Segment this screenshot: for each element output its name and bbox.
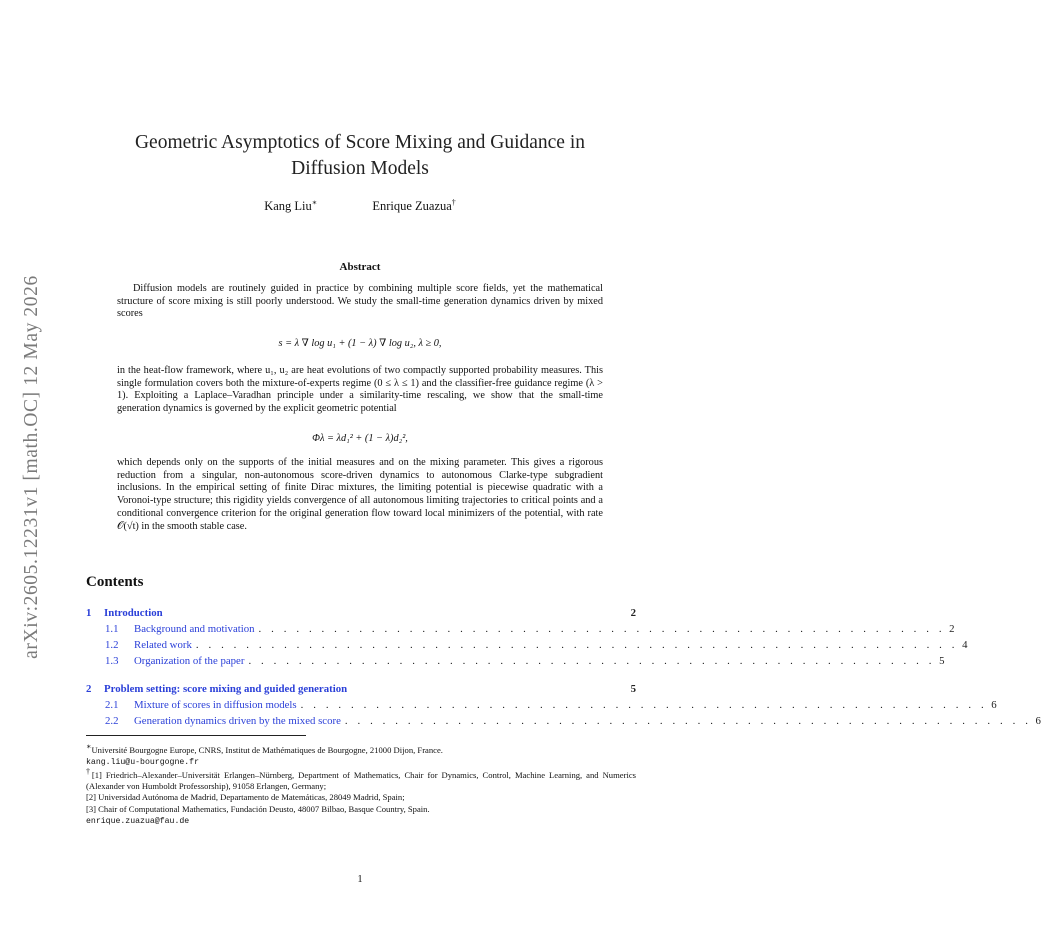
- toc-subsection-2-1[interactable]: [105, 699, 997, 711]
- toc-leader-dots: . . . . . . . . . . . . . . . . . . . . . . . . . . . . . . . . . . . . . . . . . . . . . . . . . . . . . . .: [258, 623, 946, 635]
- toc-section-2[interactable]: [86, 683, 636, 695]
- toc-subsection-1-3[interactable]: [105, 655, 945, 667]
- toc-leader-dots: . . . . . . . . . . . . . . . . . . . . . . . . . . . . . . . . . . . . . . . . . . . . . . . . . . . . . . .: [248, 655, 936, 667]
- toc-leader-dots: . . . . . . . . . . . . . . . . . . . . . . . . . . . . . . . . . . . . . . . . . . . . . . . . . . . . . . .: [300, 699, 988, 711]
- toc-page[interactable]: 4: [962, 639, 968, 651]
- equation-mixed-score: s = λ ∇ log u₁ + (1 − λ) ∇ log u₂, λ ≥ 0,: [278, 338, 442, 349]
- toc-leader-dots: . . . . . . . . . . . . . . . . . . . . . . . . . . . . . . . . . . . . . . . . . . . . . . . . . . . . . . .: [344, 715, 1032, 727]
- title-line-2: Diffusion Models: [291, 158, 429, 179]
- toc-title[interactable]: Background and motivation: [134, 623, 255, 635]
- toc-number: 1: [86, 607, 92, 619]
- equation-potential: Φλ = λd₁² + (1 − λ)d₂²,: [312, 433, 408, 444]
- abstract-paragraph-2: in the heat-flow framework, where u₁, u₂ are heat evolutions of two compactly supported probability measures. This single formulation covers both the mixture-of-experts regime (0 ≤ λ ≤ 1) and the classifier-free guidance regime (λ > 1). Exploiting a Laplace–Varadhan principle under a similarity-time rescaling, we show that the small-time generation dynamics is governed by the explicit geometric potential: [117, 365, 603, 415]
- toc-subsection-2-2[interactable]: [105, 715, 1041, 727]
- toc-title[interactable]: Organization of the paper: [134, 655, 245, 667]
- title-line-1: Geometric Asymptotics of Score Mixing and Guidance in: [134, 132, 586, 153]
- toc-page[interactable]: 5: [939, 655, 945, 667]
- footnote-1-mark: ∗: [86, 742, 92, 751]
- footnote-2-line-3: [3] Chair of Computational Mathematics, Fundación Deusto, 48007 Bilbao, Basque Country, Spain.: [86, 803, 430, 814]
- toc-number: 1.3: [105, 655, 119, 667]
- paper-title: [0, 130, 720, 182]
- footnote-rule: [86, 735, 306, 736]
- toc-leader-dots: . . . . . . . . . . . . . . . . . . . . . . . . . . . . . . . . . . . . . . . . . . . . . . . . . . . . . . . . . . . . .: [195, 639, 959, 651]
- footnote-2: [86, 766, 636, 827]
- toc-number: 2.2: [105, 715, 119, 727]
- toc-page[interactable]: 2: [949, 623, 955, 635]
- author-2-name: Enrique Zuazua: [372, 199, 452, 214]
- toc-number: 1.1: [105, 623, 119, 635]
- author-1-name: Kang Liu: [264, 199, 312, 214]
- toc-page[interactable]: 2: [630, 607, 636, 619]
- footnote-1-text: Université Bourgogne Europe, CNRS, Institut de Mathématiques de Bourgogne, 21000 Dijon, France.: [91, 744, 443, 755]
- toc-number: 2.1: [105, 699, 119, 711]
- toc-subsection-1-2[interactable]: [105, 639, 968, 651]
- toc-page[interactable]: 6: [1035, 715, 1041, 727]
- abstract-paragraph-1: [117, 283, 603, 321]
- footnote-1-email[interactable]: kang.liu@u-bourgogne.fr: [86, 758, 200, 768]
- toc-page[interactable]: 6: [991, 699, 997, 711]
- abstract-p1-text: Diffusion models are routinely guided in practice by combining multiple score fields, yet the mathematical structure of score mixing is still poorly understood. We study the small-time generation dynamics driven by mixed scores: [117, 283, 603, 320]
- toc-title[interactable]: Mixture of scores in diffusion models: [134, 699, 297, 711]
- contents-heading: Contents: [86, 574, 144, 590]
- footnote-2-text: [1] Friedrich–Alexander–Universität Erlangen–Nürnberg, Department of Mathematics, Chair for Dynamics, Control, Machine Learning, and Numerics (Alexander von Humboldt Professorship), 91058 Erlangen, Germany;: [86, 769, 636, 792]
- footnote-2-email[interactable]: enrique.zuazua@fau.de: [86, 817, 190, 827]
- toc-subsection-1-1[interactable]: [105, 623, 955, 635]
- footnote-2-line-2: [2] Universidad Autónoma de Madrid, Departamento de Matemáticas, 28049 Madrid, Spain;: [86, 792, 405, 803]
- author-2: [372, 198, 455, 214]
- toc-number: 1.2: [105, 639, 119, 651]
- toc-page[interactable]: 5: [630, 683, 636, 695]
- abstract-heading: Abstract: [339, 261, 381, 273]
- footnote-1: [86, 741, 636, 768]
- page-number: 1: [357, 874, 363, 885]
- toc-number: 2: [86, 683, 92, 695]
- toc-title[interactable]: Introduction: [104, 607, 163, 619]
- toc-title[interactable]: Related work: [134, 639, 192, 651]
- author-1-mark: ∗: [311, 198, 318, 207]
- abstract-paragraph-3: which depends only on the supports of the initial measures and on the mixing parameter. This gives a rigorous reduction from a singular, non-autonomous score-driven dynamics to autonomous Clarke-type subgradient inclusions. In the empirical setting of finite Dirac mixtures, the limiting potential is piecewise quadratic with a Voronoi-type structure; this rigidity yields convergence of all autonomous limiting trajectories to critical points and a conditional convergence criterion for the original generation flow toward local minimizers of the potential, with rate 𝒪(√t) in the smooth stable case.: [117, 457, 603, 532]
- footnote-2-mark: †: [86, 767, 92, 776]
- author-1: [264, 198, 317, 214]
- toc-section-1[interactable]: [86, 607, 636, 619]
- arxiv-identifier: arXiv:2605.12231v1 [math.OC] 12 May 2026: [21, 275, 42, 659]
- toc-title[interactable]: Generation dynamics driven by the mixed score: [134, 715, 341, 727]
- authors: [0, 198, 720, 214]
- author-2-mark: †: [451, 198, 456, 207]
- toc-title[interactable]: Problem setting: score mixing and guided generation: [104, 683, 348, 695]
